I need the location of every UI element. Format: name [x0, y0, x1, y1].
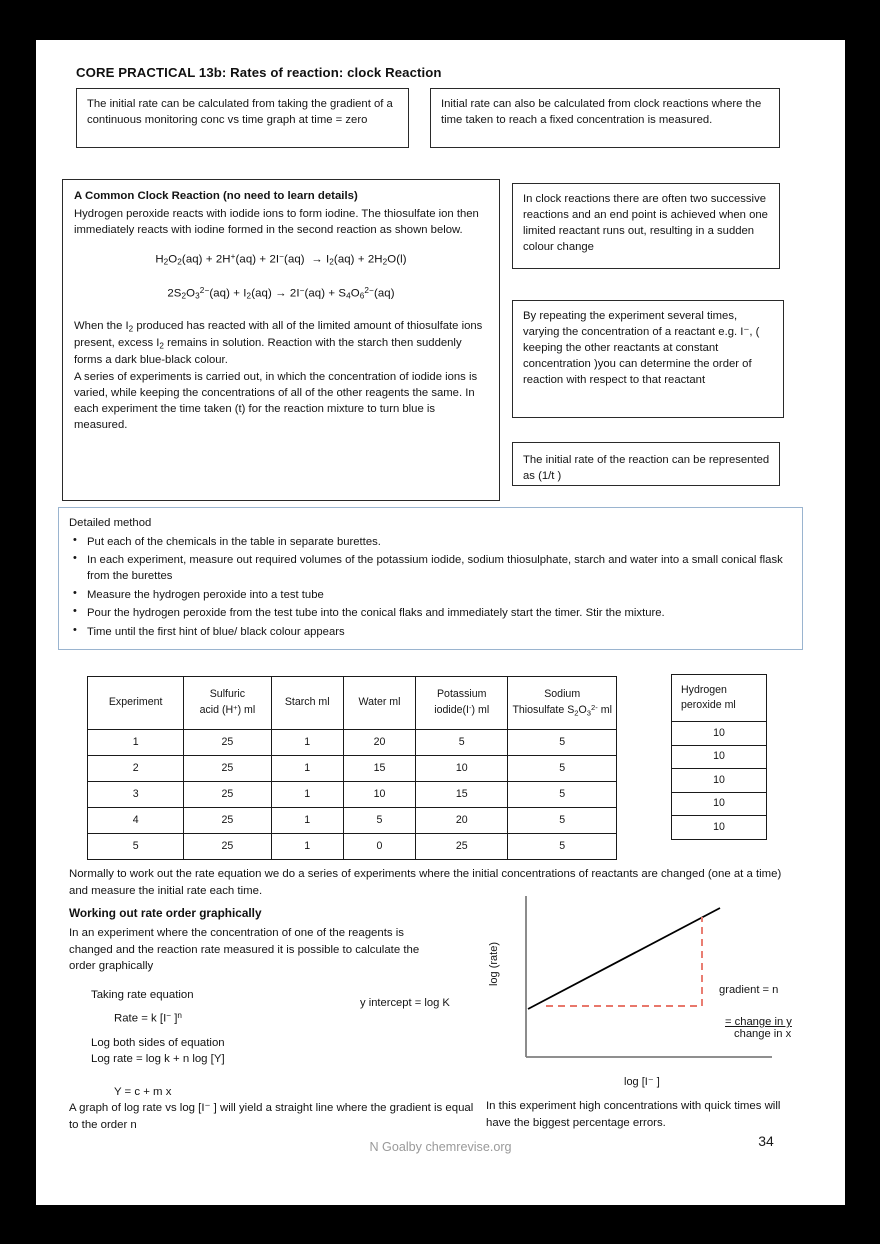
cell-thiosulfate: 5	[508, 808, 617, 834]
method-step: • In each experiment, measure out required volumes of the potassium iodide, sodium thiosulphate, starch and water into a small conical flask from the burettes	[87, 552, 793, 584]
log-rate-chart	[360, 890, 821, 1090]
chart-y-axis-label: log (rate)	[488, 942, 500, 987]
when-mid: produced has reacted with all of the limited amount of	[136, 320, 404, 332]
col-water: Water ml	[343, 677, 415, 730]
chart-x-axis-label: log [I⁻ ]	[624, 1076, 660, 1088]
log-both-sides: Log both sides of equation	[91, 1036, 225, 1049]
note-initial-rate-gradient-text: The initial rate can be calculated from taking the gradient of a continuous monitoring conc vs time graph at time = zero	[87, 98, 393, 127]
chart-data-line	[528, 908, 720, 1009]
rate-eq-suffix: ]	[171, 1012, 178, 1025]
note-initial-rate-clock-text: Initial rate can also be calculated from clock reactions where the time taken to reach a fixed concentration is measured.	[441, 98, 762, 127]
cell-water: 15	[343, 756, 415, 782]
cell-starch: 1	[271, 730, 343, 756]
note-common-clock-reaction	[62, 179, 500, 501]
cell-sulfuric: 25	[184, 782, 271, 808]
clock-reaction-intro: Hydrogen peroxide reacts with iodide ions to form iodine. The thiosulfate ion then immediately reacts with iodine formed in the second reaction as shown below.	[74, 208, 479, 237]
fraction-numerator: = change in y	[725, 1016, 792, 1028]
equation-1: $H_2O_2(aq) + 2H^+(aq) + 2I^-(aq) \to I_2(aq) + 2H_2O(l)$	[155, 252, 407, 267]
table-row	[672, 816, 767, 840]
page-number: 34	[758, 1133, 774, 1149]
table-row	[672, 769, 767, 793]
detailed-method-list	[69, 534, 793, 640]
cell-iodide: 15	[416, 782, 508, 808]
clock-reaction-outro-first: When the $I_2$ produced has reacted with all of the limited amount of thiosulfate ions present, excess $I_2$ remains in solution. Reaction with the starch then suddenly forms a dark blue-black colour.	[74, 320, 483, 366]
cell-iodide: 25	[416, 834, 508, 860]
table-row	[672, 745, 767, 769]
cell-water: 20	[343, 730, 415, 756]
cell-h2o2: 10	[672, 769, 767, 793]
note-clock-endpoint	[512, 183, 780, 269]
clock-reaction-heading: A Common Clock Reaction (no need to learn details)	[74, 190, 358, 202]
log-rate-equation: Log rate = log k + n log [Y]	[91, 1053, 225, 1066]
col-hydrogen-peroxide: Hydrogen peroxide ml	[672, 675, 767, 722]
fraction-denominator: change in x	[734, 1028, 792, 1040]
col-sulfuric-acid: Sulfuric acid (H+) ml	[184, 677, 271, 730]
table-row	[672, 792, 767, 816]
cell-sulfuric: 25	[184, 834, 271, 860]
taking-rate-equation: Taking rate equation	[91, 989, 194, 1001]
para-percentage-errors: In this experiment high concentrations with quick times will have the biggest percentage errors.	[486, 1100, 781, 1129]
col-experiment: Experiment	[88, 677, 184, 730]
hydrogen-peroxide-table	[671, 674, 767, 840]
method-step: • Measure the hydrogen peroxide into a test tube	[87, 587, 793, 603]
cell-starch: 1	[271, 834, 343, 860]
cell-experiment: 5	[88, 834, 184, 860]
cell-thiosulfate: 5	[508, 782, 617, 808]
equation-2: $2S_2O_3^{2-}(aq) + I_2(aq) \to 2I^-(aq) + S_4O_6^{2-}(aq)$	[167, 285, 395, 301]
cell-h2o2: 10	[672, 722, 767, 746]
para-order-graphically: In an experiment where the concentration of one of the reagents is changed and the reaction rate measured it is possible to calculate the order graphically	[69, 927, 420, 973]
outro-1: thiosulfate ions present, excess	[74, 320, 483, 349]
rate-eq-prefix: Rate = k [I	[114, 1012, 167, 1025]
table-row	[88, 730, 617, 756]
footer-credit: N Goalby chemrevise.org	[369, 1140, 512, 1154]
y-c-mx: Y = c + m x	[114, 1086, 172, 1098]
cell-starch: 1	[271, 782, 343, 808]
table-row	[88, 756, 617, 782]
cell-iodide: 10	[416, 756, 508, 782]
cell-experiment: 4	[88, 808, 184, 834]
cell-experiment: 1	[88, 730, 184, 756]
cell-thiosulfate: 5	[508, 756, 617, 782]
note-initial-rate-clock	[430, 88, 780, 148]
cell-water: 5	[343, 808, 415, 834]
table-header-row	[88, 677, 617, 730]
cell-experiment: 2	[88, 756, 184, 782]
cell-thiosulfate: 5	[508, 834, 617, 860]
rate-eq-charge: −	[166, 1010, 172, 1020]
cell-sulfuric: 25	[184, 756, 271, 782]
note-detailed-method	[58, 507, 803, 650]
note-initial-rate-1overt-text: The initial rate of the reaction can be represented as (1/t )	[523, 454, 770, 483]
outro-2: remains in solution. Reaction with the starch then suddenly forms a dark blue-black colour.	[74, 336, 462, 366]
note-initial-rate-1overt	[512, 442, 780, 486]
table-row	[88, 808, 617, 834]
page-title: CORE PRACTICAL 13b: Rates of reaction: clock Reaction	[76, 65, 442, 80]
clock-reaction-outro-second: A series of experiments is carried out, in which the concentration of iodide ions is varied, while keeping the concentrations of all of the other reagents the same. In each experiment the time taken (t) for the reaction mixture to turn blue is measured.	[74, 370, 478, 431]
table-row	[88, 834, 617, 860]
col-potassium-iodide: Potassium iodide(I-) ml	[416, 677, 508, 730]
rate-eq-power: n	[177, 1010, 182, 1020]
table-row	[88, 782, 617, 808]
heading-working-out-order: Working out rate order graphically	[69, 906, 262, 920]
col-sodium-thiosulfate: Sodium Thiosulfate $S_2O_3^{2-}$ ml	[508, 677, 617, 730]
cell-h2o2: 10	[672, 745, 767, 769]
para-rate-equation-series: Normally to work out the rate equation we do a series of experiments where the initial concentrations of reactants are changed (one at a time) and measure the initial rate each time.	[69, 868, 782, 897]
cell-starch: 1	[271, 756, 343, 782]
cell-water: 0	[343, 834, 415, 860]
cell-starch: 1	[271, 808, 343, 834]
cell-iodide: 20	[416, 808, 508, 834]
experiment-table	[87, 676, 617, 860]
method-step: • Put each of the chemicals in the table in separate burettes.	[87, 534, 793, 550]
method-step: • Pour the hydrogen peroxide from the test tube into the conical flaks and immediately start the timer. Stir the mixture.	[87, 605, 793, 621]
cell-experiment: 3	[88, 782, 184, 808]
note-repeat-experiment-text: By repeating the experiment several times, varying the concentration of a reactant e.g. I⁻, ( keeping the other reactants at constant concentration )you can determine the order of reaction with respect to that reactant	[523, 310, 760, 387]
cell-sulfuric: 25	[184, 730, 271, 756]
col-starch: Starch ml	[271, 677, 343, 730]
cell-h2o2: 10	[672, 792, 767, 816]
cell-h2o2: 10	[672, 816, 767, 840]
cell-thiosulfate: 5	[508, 730, 617, 756]
chart-gradient-annotation: gradient = n	[719, 984, 779, 996]
para-graph-of-log-rate: A graph of log rate vs log [I⁻ ] will yield a straight line where the gradient is equal to the order n	[69, 1102, 474, 1131]
chart-y-intercept-annotation: y intercept = log K	[360, 997, 450, 1009]
h2o2-header-row	[672, 675, 767, 722]
cell-sulfuric: 25	[184, 808, 271, 834]
method-step: • Time until the first hint of blue/ black colour appears	[87, 624, 793, 640]
rate-equation	[114, 1010, 489, 1027]
table-row	[672, 722, 767, 746]
when-prefix: When the	[74, 320, 123, 332]
note-clock-endpoint-text: In clock reactions there are often two successive reactions and an end point is achieved when one limited reactant runs out, resulting in a sudden colour change	[523, 193, 768, 254]
note-initial-rate-gradient	[76, 88, 409, 148]
detailed-method-heading: Detailed method	[69, 517, 152, 529]
document-page	[36, 40, 845, 1205]
chart-svg	[476, 890, 821, 1090]
cell-water: 10	[343, 782, 415, 808]
note-repeat-experiment	[512, 300, 784, 418]
cell-iodide: 5	[416, 730, 508, 756]
